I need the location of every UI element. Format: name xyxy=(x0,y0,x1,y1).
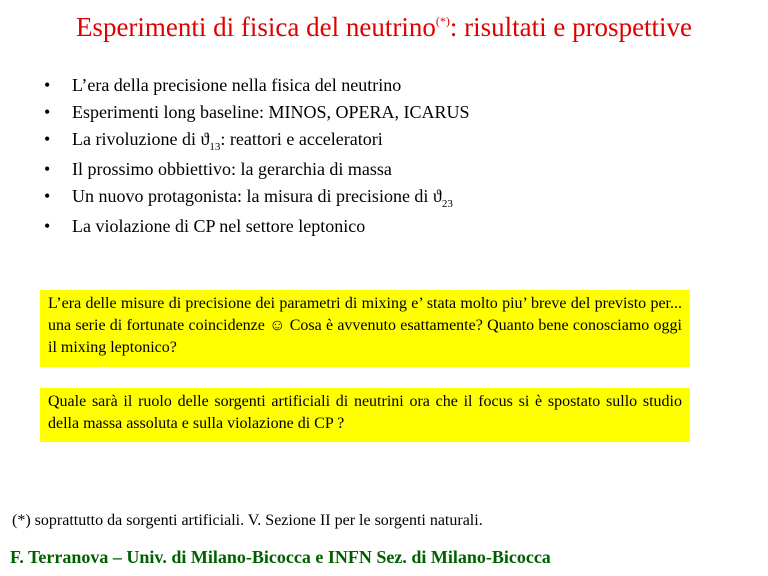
bullet-icon: • xyxy=(44,186,51,206)
topic-item xyxy=(40,183,470,213)
highlight-box-precision xyxy=(40,290,690,367)
topic-text: Un nuovo protagonista: la misura di precisione di ϑ xyxy=(72,186,442,206)
topic-item xyxy=(40,156,470,183)
title-rest: : risultati e prospettive xyxy=(449,12,693,42)
bullet-icon: • xyxy=(44,216,51,236)
bullet-icon: • xyxy=(44,102,51,122)
topic-text: Esperimenti long baseline: MINOS, OPERA, ICARUS xyxy=(72,102,470,122)
title-main: Esperimenti di fisica del neutrino xyxy=(75,12,436,42)
title-footnote-mark: (*) xyxy=(435,14,450,28)
topic-item xyxy=(40,126,470,156)
theta-subscript: 23 xyxy=(441,198,453,210)
topic-text: Il prossimo obbiettivo: la gerarchia di massa xyxy=(72,159,392,179)
topic-text: La violazione di CP nel settore leptonico xyxy=(72,216,366,236)
topic-item xyxy=(40,72,470,99)
highlight-text: L’era delle misure di precisione dei parametri di mixing e’ stata molto piu’ breve del previsto per... una serie di fortunate coincidenze ☺ Cosa è avvenuto esattamente? Quanto bene conosciamo oggi il mixing leptonico? xyxy=(48,295,682,356)
footnote: (*) soprattutto da sorgenti artificiali. V. Sezione II per le sorgenti naturali. xyxy=(12,512,483,529)
topic-text: : reattori e acceleratori xyxy=(220,129,383,149)
author-line: F. Terranova – Univ. di Milano-Bicocca e INFN Sez. di Milano-Bicocca xyxy=(10,547,551,567)
highlight-box-sources xyxy=(40,388,690,442)
topic-item xyxy=(40,213,470,240)
theta-subscript: 13 xyxy=(209,141,221,153)
topic-list xyxy=(40,72,470,240)
bullet-icon: • xyxy=(44,159,51,179)
topic-text: La rivoluzione di ϑ xyxy=(72,129,210,149)
slide-title xyxy=(0,12,768,43)
highlight-text: Quale sarà il ruolo delle sorgenti artificiali di neutrini ora che il focus si è spostato sullo studio della massa assoluta e sulla violazione di CP ? xyxy=(48,393,682,432)
bullet-icon: • xyxy=(44,75,51,95)
topic-item xyxy=(40,99,470,126)
bullet-icon: • xyxy=(44,129,51,149)
topic-text: L’era della precisione nella fisica del neutrino xyxy=(72,75,402,95)
